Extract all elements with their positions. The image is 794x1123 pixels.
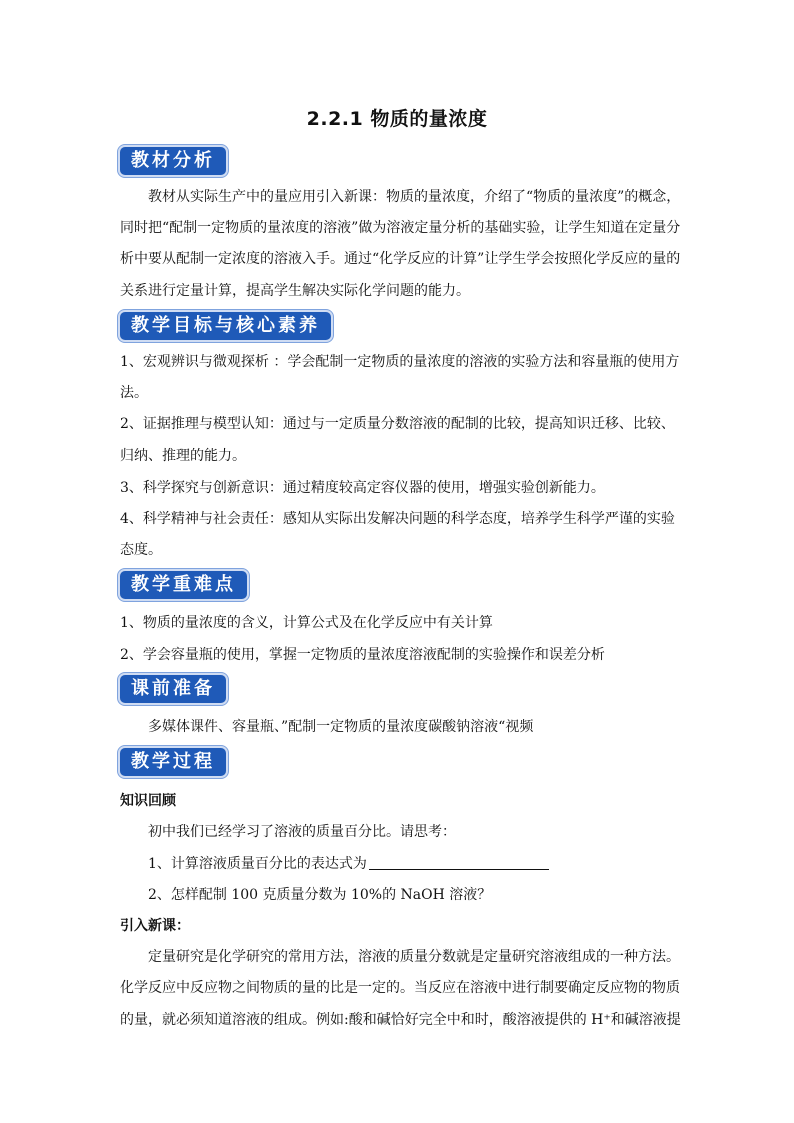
analysis-line: 教材从实际生产中的量应用引入新课：物质的量浓度，介绍了“物质的量浓度”的概念， [148, 189, 681, 205]
review-question-1 [148, 853, 680, 873]
goals-line: 4、科学精神与社会责任：感知从实际出发解决问题的科学态度，培养学生科学严谨的实验 [120, 511, 675, 527]
goals-line: 1、宏观辨识与微观探析 ：学会配制一定物质的量浓度的溶液的实验方法和容量瓶的使用方 [120, 354, 680, 370]
newlesson-label: 引入新课： [120, 918, 190, 934]
goals-line: 归纳、推理的能力。 [120, 448, 246, 464]
review-question-2: 2、怎样配制 100 克质量分数为 10%的 NaOH 溶液？ [148, 887, 492, 903]
goals-line: 3、科学探究与创新意识：通过精度较高定容仪器的使用，增强实验创新能力。 [120, 480, 605, 496]
analysis-line: 析中要从配制一定浓度的溶液入手。通过“化学反应的计算”让学生学会按照化学反应的量的 [120, 251, 681, 267]
goals-line: 法。 [120, 385, 148, 401]
section-badge-goals: 教学目标与核心素养 [120, 312, 331, 340]
goals-line: 态度。 [120, 542, 162, 558]
analysis-line: 关系进行定量计算，提高学生解决实际化学问题的能力。 [120, 283, 470, 299]
newlesson-line: 的量，就必须知道溶液的组成。例如:酸和碱恰好完全中和时，酸溶液提供的 H⁺和碱溶液提 [120, 1012, 681, 1028]
newlesson-line: 定量研究是化学研究的常用方法，溶液的质量分数就是定量研究溶液组成的一种方法。 [148, 949, 680, 965]
section-badge-process: 教学过程 [120, 748, 226, 776]
keypoints-line: 1、物质的量浓度的含义，计算公式及在化学反应中有关计算 [120, 615, 493, 631]
keypoints-line: 2、学会容量瓶的使用，掌握一定物质的量浓度溶液配制的实验操作和误差分析 [120, 647, 605, 663]
review-intro: 初中我们已经学习了溶液的质量百分比。请思考： [148, 824, 456, 840]
prep-line: 多媒体课件、容量瓶、”配制一定物质的量浓度碳酸钠溶液“视频 [148, 719, 534, 735]
review-label: 知识回顾 [120, 793, 176, 809]
analysis-line: 同时把“配制一定物质的量浓度的溶液”做为溶液定量分析的基础实验，让学生知道在定量分 [120, 220, 681, 236]
section-badge-keypoints: 教学重难点 [120, 571, 247, 599]
review-question-1-text: 1、计算溶液质量百分比的表达式为 [148, 856, 367, 872]
section-badge-analysis: 教材分析 [120, 147, 226, 175]
section-badge-prep: 课前准备 [120, 675, 226, 703]
newlesson-line: 化学反应中反应物之间物质的量的比是一定的。当反应在溶液中进行制要确定反应物的物质 [120, 980, 680, 996]
answer-blank [369, 855, 549, 870]
page-title: 2.2.1 物质的量浓度 [306, 108, 488, 130]
goals-line: 2、证据推理与模型认知：通过与一定质量分数溶液的配制的比较，提高知识迁移、比较、 [120, 416, 675, 432]
